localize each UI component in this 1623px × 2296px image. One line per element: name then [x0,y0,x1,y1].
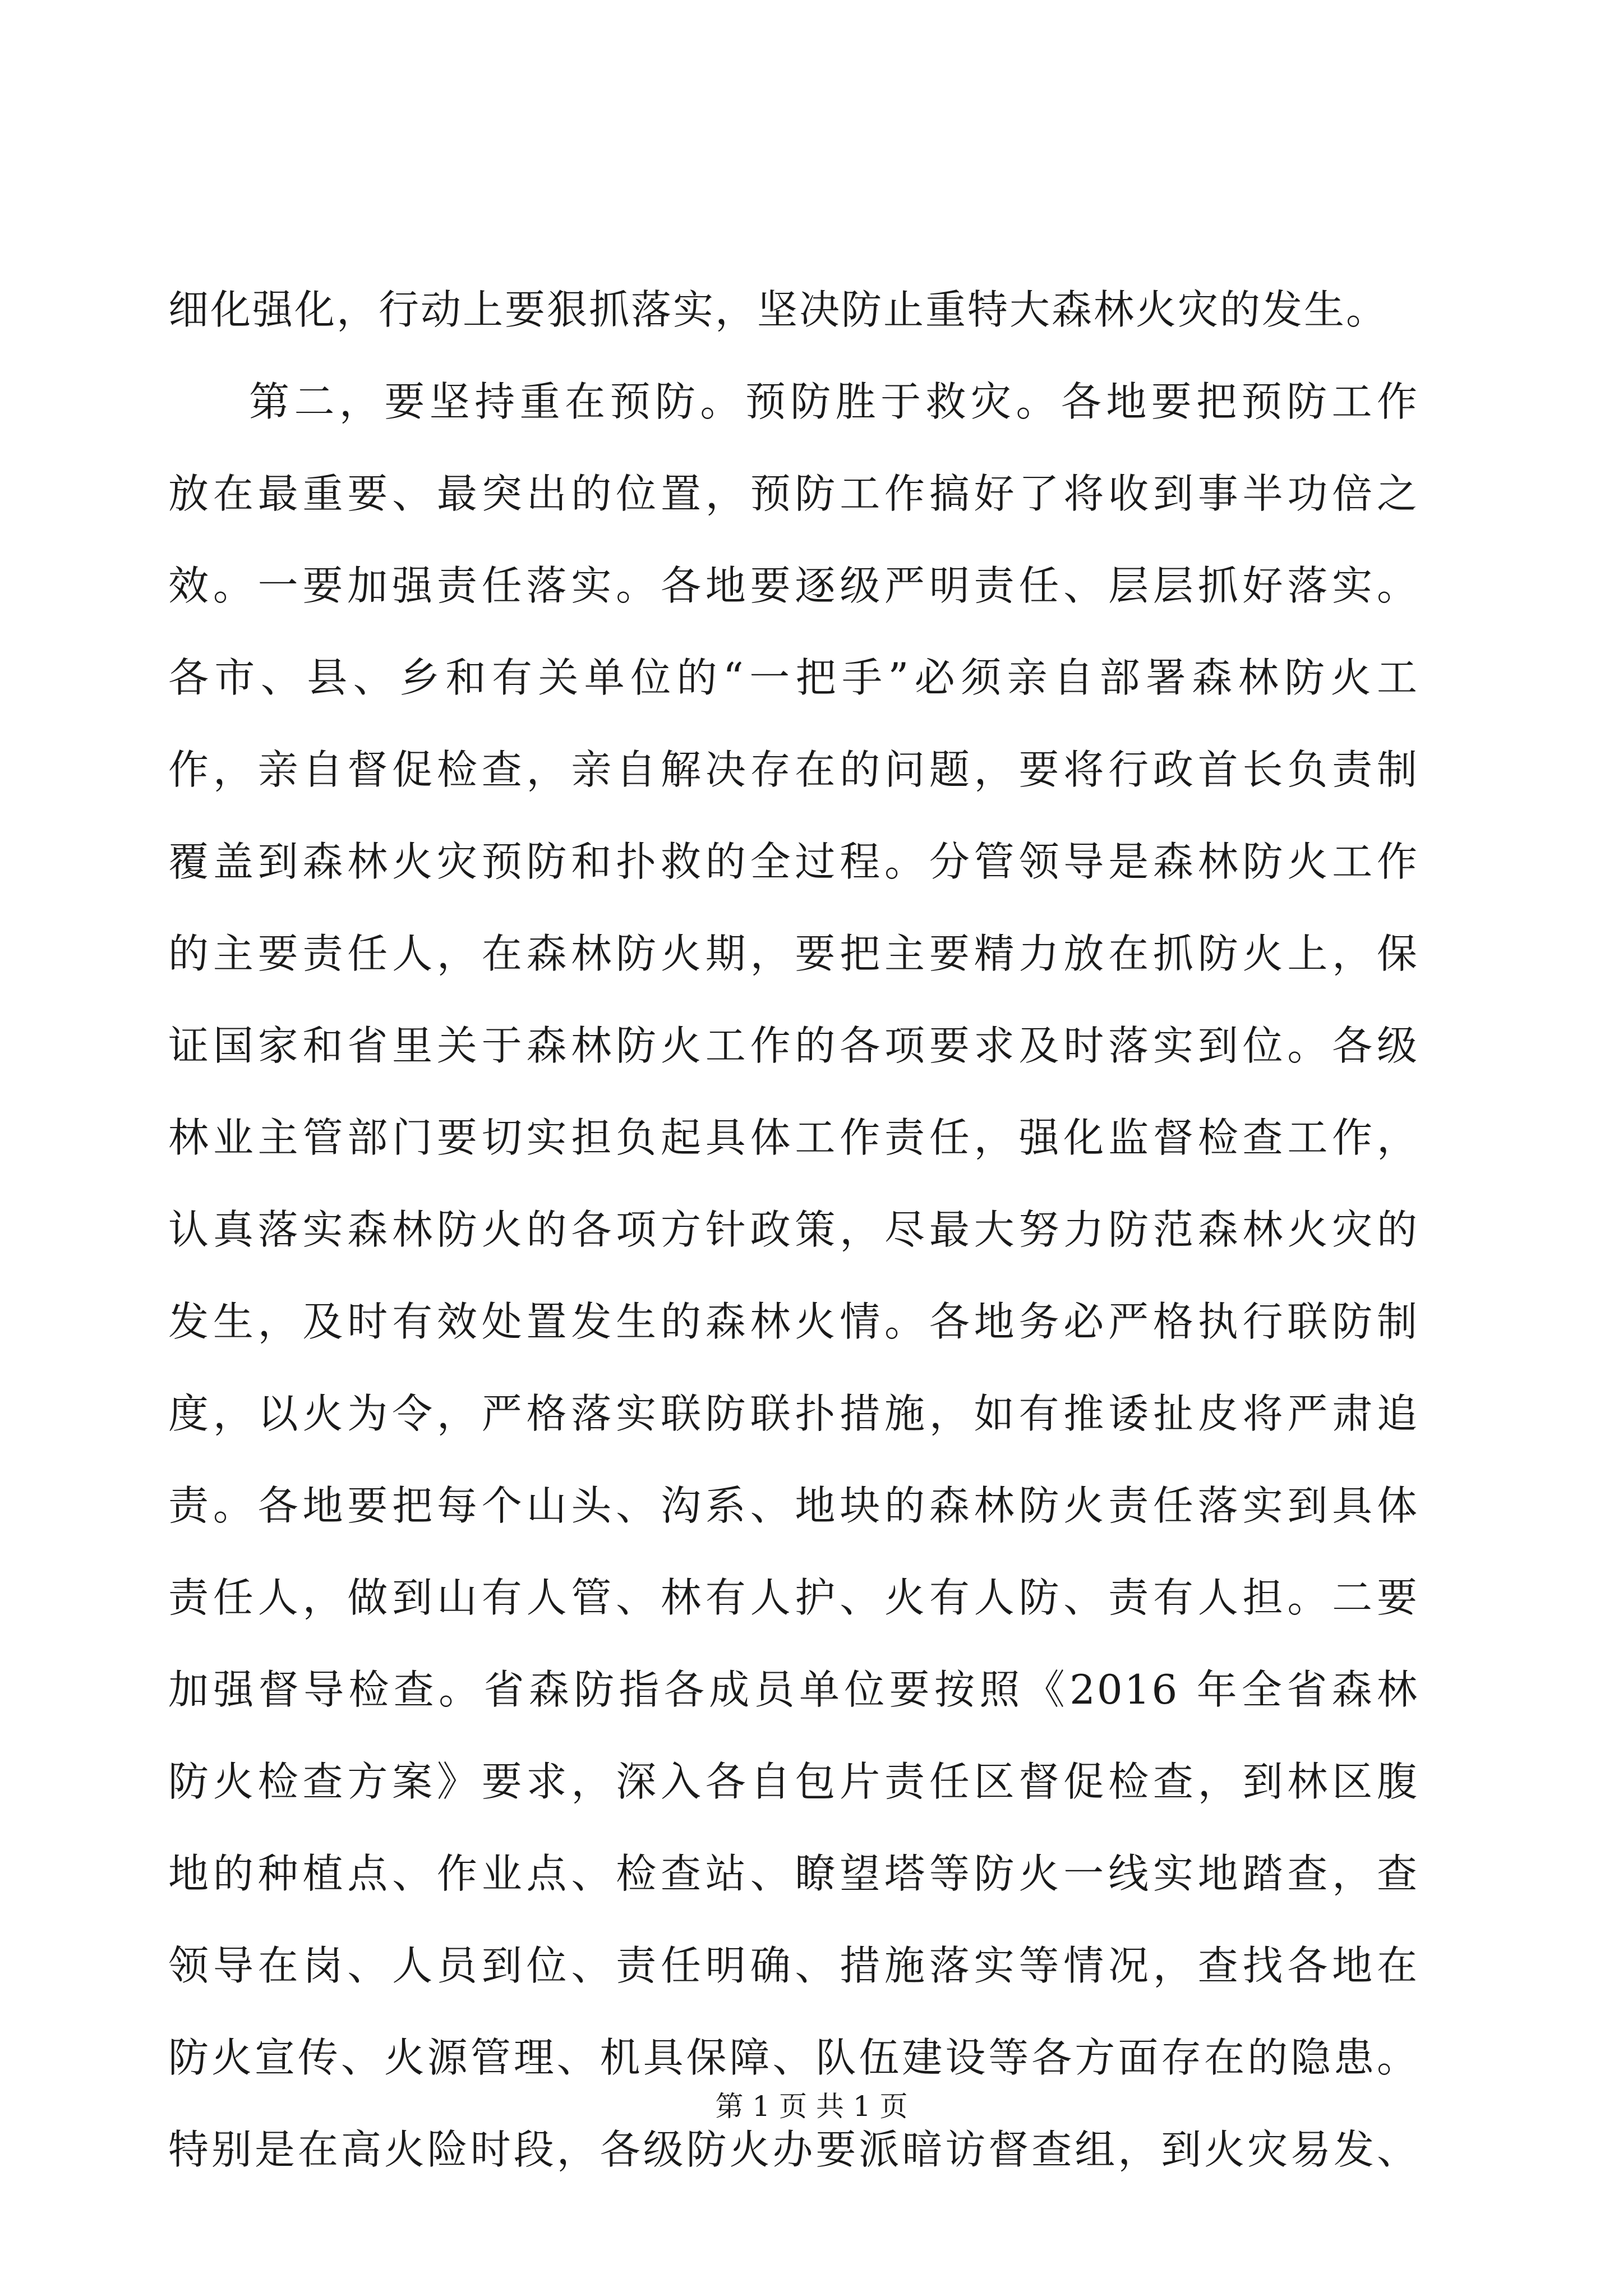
text-line: 加强督导检查。省森防指各成员单位要按照《2016 年全省森林 [168,1666,1419,1713]
page-number-label: 第 1 页 共 1 页 [715,2090,908,2123]
text-line: 责。各地要把每个山头、沟系、地块的森林防火责任落实到具体 [168,1482,1419,1529]
body-text [168,264,1419,2196]
page-footer [0,2087,1623,2126]
text-line: 领导在岗、人员到位、责任明确、措施落实等情况，查找各地在 [168,1942,1419,1989]
text-line: 防火宣传、火源管理、机具保障、队伍建设等各方面存在的隐患。 [168,2034,1419,2081]
text-line: 第二，要坚持重在预防。预防胜于救灾。各地要把预防工作 [249,378,1419,425]
text-line: 细化强化，行动上要狠抓落实，坚决防止重特大森林火灾的发生。 [168,286,1389,333]
text-line: 证国家和省里关于森林防火工作的各项要求及时落实到位。各级 [168,1022,1419,1069]
text-line: 认真落实森林防火的各项方针政策，尽最大努力防范森林火灾的 [168,1206,1419,1253]
text-line: 各市、县、乡和有关单位的“一把手”必须亲自部署森林防火工 [168,654,1419,701]
text-line: 地的种植点、作业点、检查站、瞭望塔等防火一线实地踏查，查 [168,1850,1419,1897]
text-line: 度，以火为令，严格落实联防联扑措施，如有推诿扯皮将严肃追 [168,1390,1419,1437]
text-line: 防火检查方案》要求，深入各自包片责任区督促检查，到林区腹 [168,1758,1419,1805]
text-line: 发生，及时有效处置发生的森林火情。各地务必严格执行联防制 [168,1298,1419,1345]
text-line: 效。一要加强责任落实。各地要逐级严明责任、层层抓好落实。 [168,562,1419,609]
text-line: 作，亲自督促检查，亲自解决存在的问题，要将行政首长负责制 [168,746,1419,793]
text-line: 覆盖到森林火灾预防和扑救的全过程。分管领导是森林防火工作 [168,838,1419,885]
text-line: 责任人，做到山有人管、林有人护、火有人防、责有人担。二要 [168,1574,1419,1621]
text-line: 特别是在高火险时段，各级防火办要派暗访督查组，到火灾易发、 [168,2126,1419,2173]
text-line: 的主要责任人，在森林防火期，要把主要精力放在抓防火上，保 [168,930,1419,977]
text-line: 林业主管部门要切实担负起具体工作责任，强化监督检查工作， [168,1114,1419,1161]
text-line: 放在最重要、最突出的位置，预防工作搞好了将收到事半功倍之 [168,470,1419,517]
